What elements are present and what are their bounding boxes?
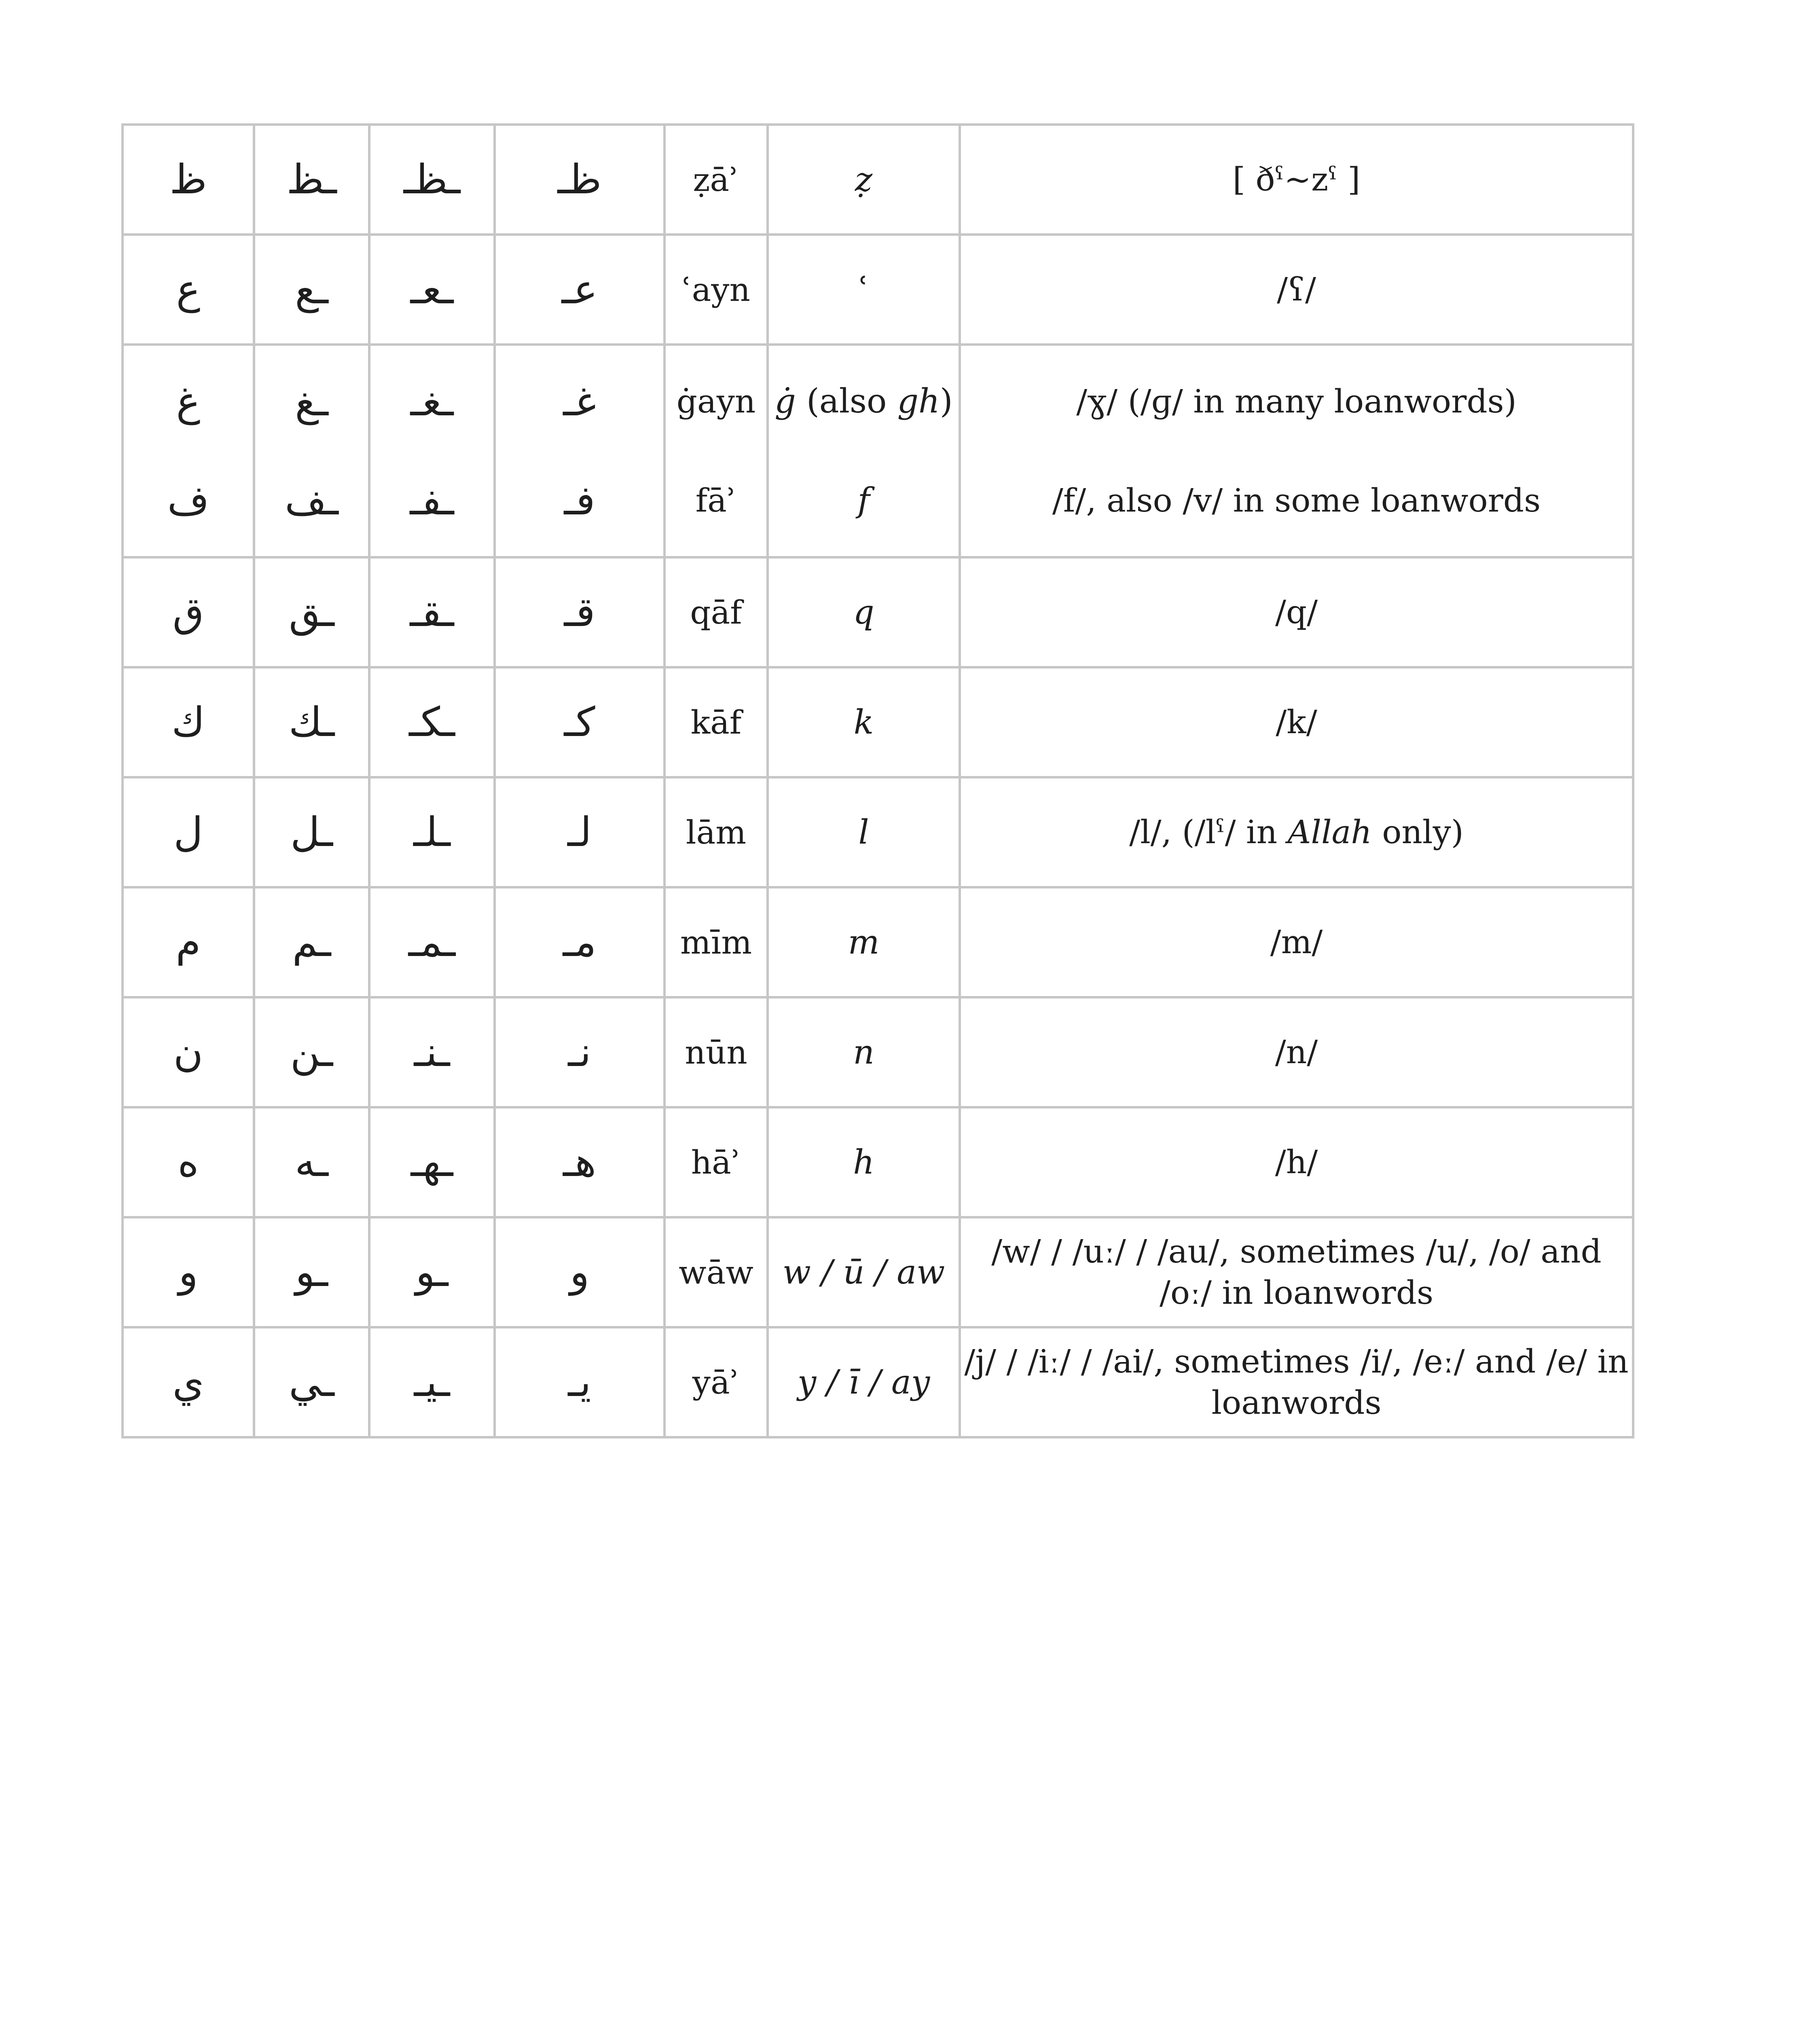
- final-form: ـه: [254, 1107, 369, 1217]
- transliteration: [768, 1107, 960, 1217]
- medial-form: ـقـ: [369, 557, 495, 667]
- pronunciation: /ʕ/: [960, 235, 1633, 345]
- letter-name: kāf: [665, 667, 768, 777]
- isolated-form: ي: [123, 1327, 254, 1437]
- isolated-form: ك: [123, 667, 254, 777]
- letter-name: hāʾ: [665, 1107, 768, 1217]
- letters-table: [121, 123, 1634, 1438]
- transliteration: [768, 777, 960, 887]
- final-form: ـن: [254, 997, 369, 1107]
- final-form: ـم: [254, 887, 369, 997]
- isolated-form: م: [123, 887, 254, 997]
- pronunciation-text-end: only): [1371, 813, 1464, 851]
- isolated-form: ق: [123, 557, 254, 667]
- transliteration: [768, 667, 960, 777]
- initial-form: و: [495, 1217, 665, 1327]
- isolated-form: ف: [167, 477, 210, 524]
- transliteration-text: m: [848, 923, 880, 962]
- transliteration-note: (also: [796, 382, 897, 421]
- initial-form: ظـ: [495, 125, 665, 235]
- letter-name: nūn: [665, 997, 768, 1107]
- table-row-merged: [123, 345, 1633, 557]
- final-form: ـغ: [295, 378, 328, 425]
- medial-form: ـغـ: [410, 378, 454, 425]
- medial-form: ـفـ: [410, 477, 454, 524]
- medial-form: ـنـ: [369, 997, 495, 1107]
- isolated-form: غ: [176, 378, 201, 425]
- pronunciation: /j/ / /iː/ / /ai/, sometimes /i/, /eː/ and /e/ in loanwords: [960, 1327, 1633, 1437]
- table-row: [123, 997, 1633, 1107]
- transliteration: [768, 557, 960, 667]
- transliteration-text: w / ū / aw: [782, 1253, 945, 1292]
- transliterations: [768, 345, 960, 557]
- initial-form: هـ: [495, 1107, 665, 1217]
- final-forms: [254, 345, 369, 557]
- initial-form: يـ: [495, 1327, 665, 1437]
- medial-form: ـظـ: [369, 125, 495, 235]
- table-row: [123, 1327, 1633, 1437]
- table-row: [123, 1107, 1633, 1217]
- transliteration: [769, 451, 959, 550]
- pronunciation: /f/, also /v/ in some loanwords: [1052, 482, 1541, 519]
- transliteration: [768, 997, 960, 1107]
- transliteration: [768, 1217, 960, 1327]
- isolated-form: ل: [123, 777, 254, 887]
- transliteration-text: h: [853, 1143, 874, 1182]
- pronunciation: /w/ / /uː/ / /au/, sometimes /u/, /o/ and /oː/ in loanwords: [960, 1217, 1633, 1327]
- final-form: ـو: [254, 1217, 369, 1327]
- initial-forms: [495, 345, 665, 557]
- transliteration-alt: gh: [897, 382, 940, 421]
- isolated-form: و: [123, 1217, 254, 1327]
- initial-form: غـ: [563, 378, 596, 425]
- pronunciation: /h/: [960, 1107, 1633, 1217]
- letter-name: ʿayn: [665, 235, 768, 345]
- transliteration: [768, 887, 960, 997]
- letter-name: qāf: [665, 557, 768, 667]
- final-form: ـف: [285, 477, 339, 524]
- initial-form: عـ: [495, 235, 665, 345]
- transliteration-text: l: [858, 813, 869, 852]
- isolated-form: ع: [123, 235, 254, 345]
- final-form: ـك: [254, 667, 369, 777]
- medial-form: ـهـ: [369, 1107, 495, 1217]
- letter-name: fāʾ: [695, 482, 737, 519]
- initial-form: كـ: [495, 667, 665, 777]
- final-form: ـي: [254, 1327, 369, 1437]
- isolated-form: ظ: [123, 125, 254, 235]
- isolated-forms: [123, 345, 254, 557]
- letter-name: wāw: [665, 1217, 768, 1327]
- table-row: [123, 1217, 1633, 1327]
- medial-form: ـكـ: [369, 667, 495, 777]
- isolated-form: ن: [123, 997, 254, 1107]
- transliteration: [768, 125, 960, 235]
- final-form: ـظ: [254, 125, 369, 235]
- table-row: [123, 777, 1633, 887]
- table-row: [123, 125, 1633, 235]
- initial-form: فـ: [564, 477, 595, 524]
- letter-name: lām: [665, 777, 768, 887]
- initial-form: لـ: [495, 777, 665, 887]
- pronunciation: /m/: [960, 887, 1633, 997]
- table-row: [123, 557, 1633, 667]
- transliteration-text: q: [853, 593, 874, 632]
- pronunciation: /ɣ/ (/ɡ/ in many loanwords): [1076, 383, 1517, 420]
- table-row: [123, 667, 1633, 777]
- pronunciation: /k/: [960, 667, 1633, 777]
- medial-form: ـو: [369, 1217, 495, 1327]
- initial-form: نـ: [495, 997, 665, 1107]
- letter-name: ẓāʾ: [665, 125, 768, 235]
- pronunciation: /n/: [960, 997, 1633, 1107]
- initial-form: قـ: [495, 557, 665, 667]
- table-row: [123, 235, 1633, 345]
- transliteration-text: y / ī / ay: [797, 1363, 930, 1402]
- final-form: ـل: [254, 777, 369, 887]
- initial-form: مـ: [495, 887, 665, 997]
- transliteration-text: k: [853, 703, 874, 742]
- pronunciation-italic: Allah: [1287, 813, 1372, 851]
- transliteration: [769, 352, 959, 451]
- letter-name: ġayn: [676, 383, 756, 420]
- letter-name: mīm: [665, 887, 768, 997]
- transliteration-text: f: [857, 481, 870, 520]
- pronunciation: /q/: [960, 557, 1633, 667]
- transliteration-text: ẓ: [855, 160, 873, 199]
- transliteration: ʿ: [768, 235, 960, 345]
- medial-form: ـلـ: [369, 777, 495, 887]
- transliteration-text: n: [853, 1033, 874, 1072]
- isolated-form: ه: [123, 1107, 254, 1217]
- transliteration: [768, 1327, 960, 1437]
- final-form: ـع: [254, 235, 369, 345]
- final-form: ـق: [254, 557, 369, 667]
- pronunciation-text: /l/, (/lˤ/ in: [1129, 813, 1288, 851]
- table-row: [123, 887, 1633, 997]
- pronunciation: [960, 777, 1633, 887]
- transliteration-note-end: ): [940, 382, 953, 421]
- medial-forms: [369, 345, 495, 557]
- letter-name: yāʾ: [665, 1327, 768, 1437]
- letter-names: [665, 345, 768, 557]
- pronunciations: [960, 345, 1633, 557]
- medial-form: ـمـ: [369, 887, 495, 997]
- medial-form: ـعـ: [369, 235, 495, 345]
- pronunciation: [ ðˤ~zˤ ]: [960, 125, 1633, 235]
- medial-form: ـيـ: [369, 1327, 495, 1437]
- transliteration-main: ġ: [775, 382, 796, 421]
